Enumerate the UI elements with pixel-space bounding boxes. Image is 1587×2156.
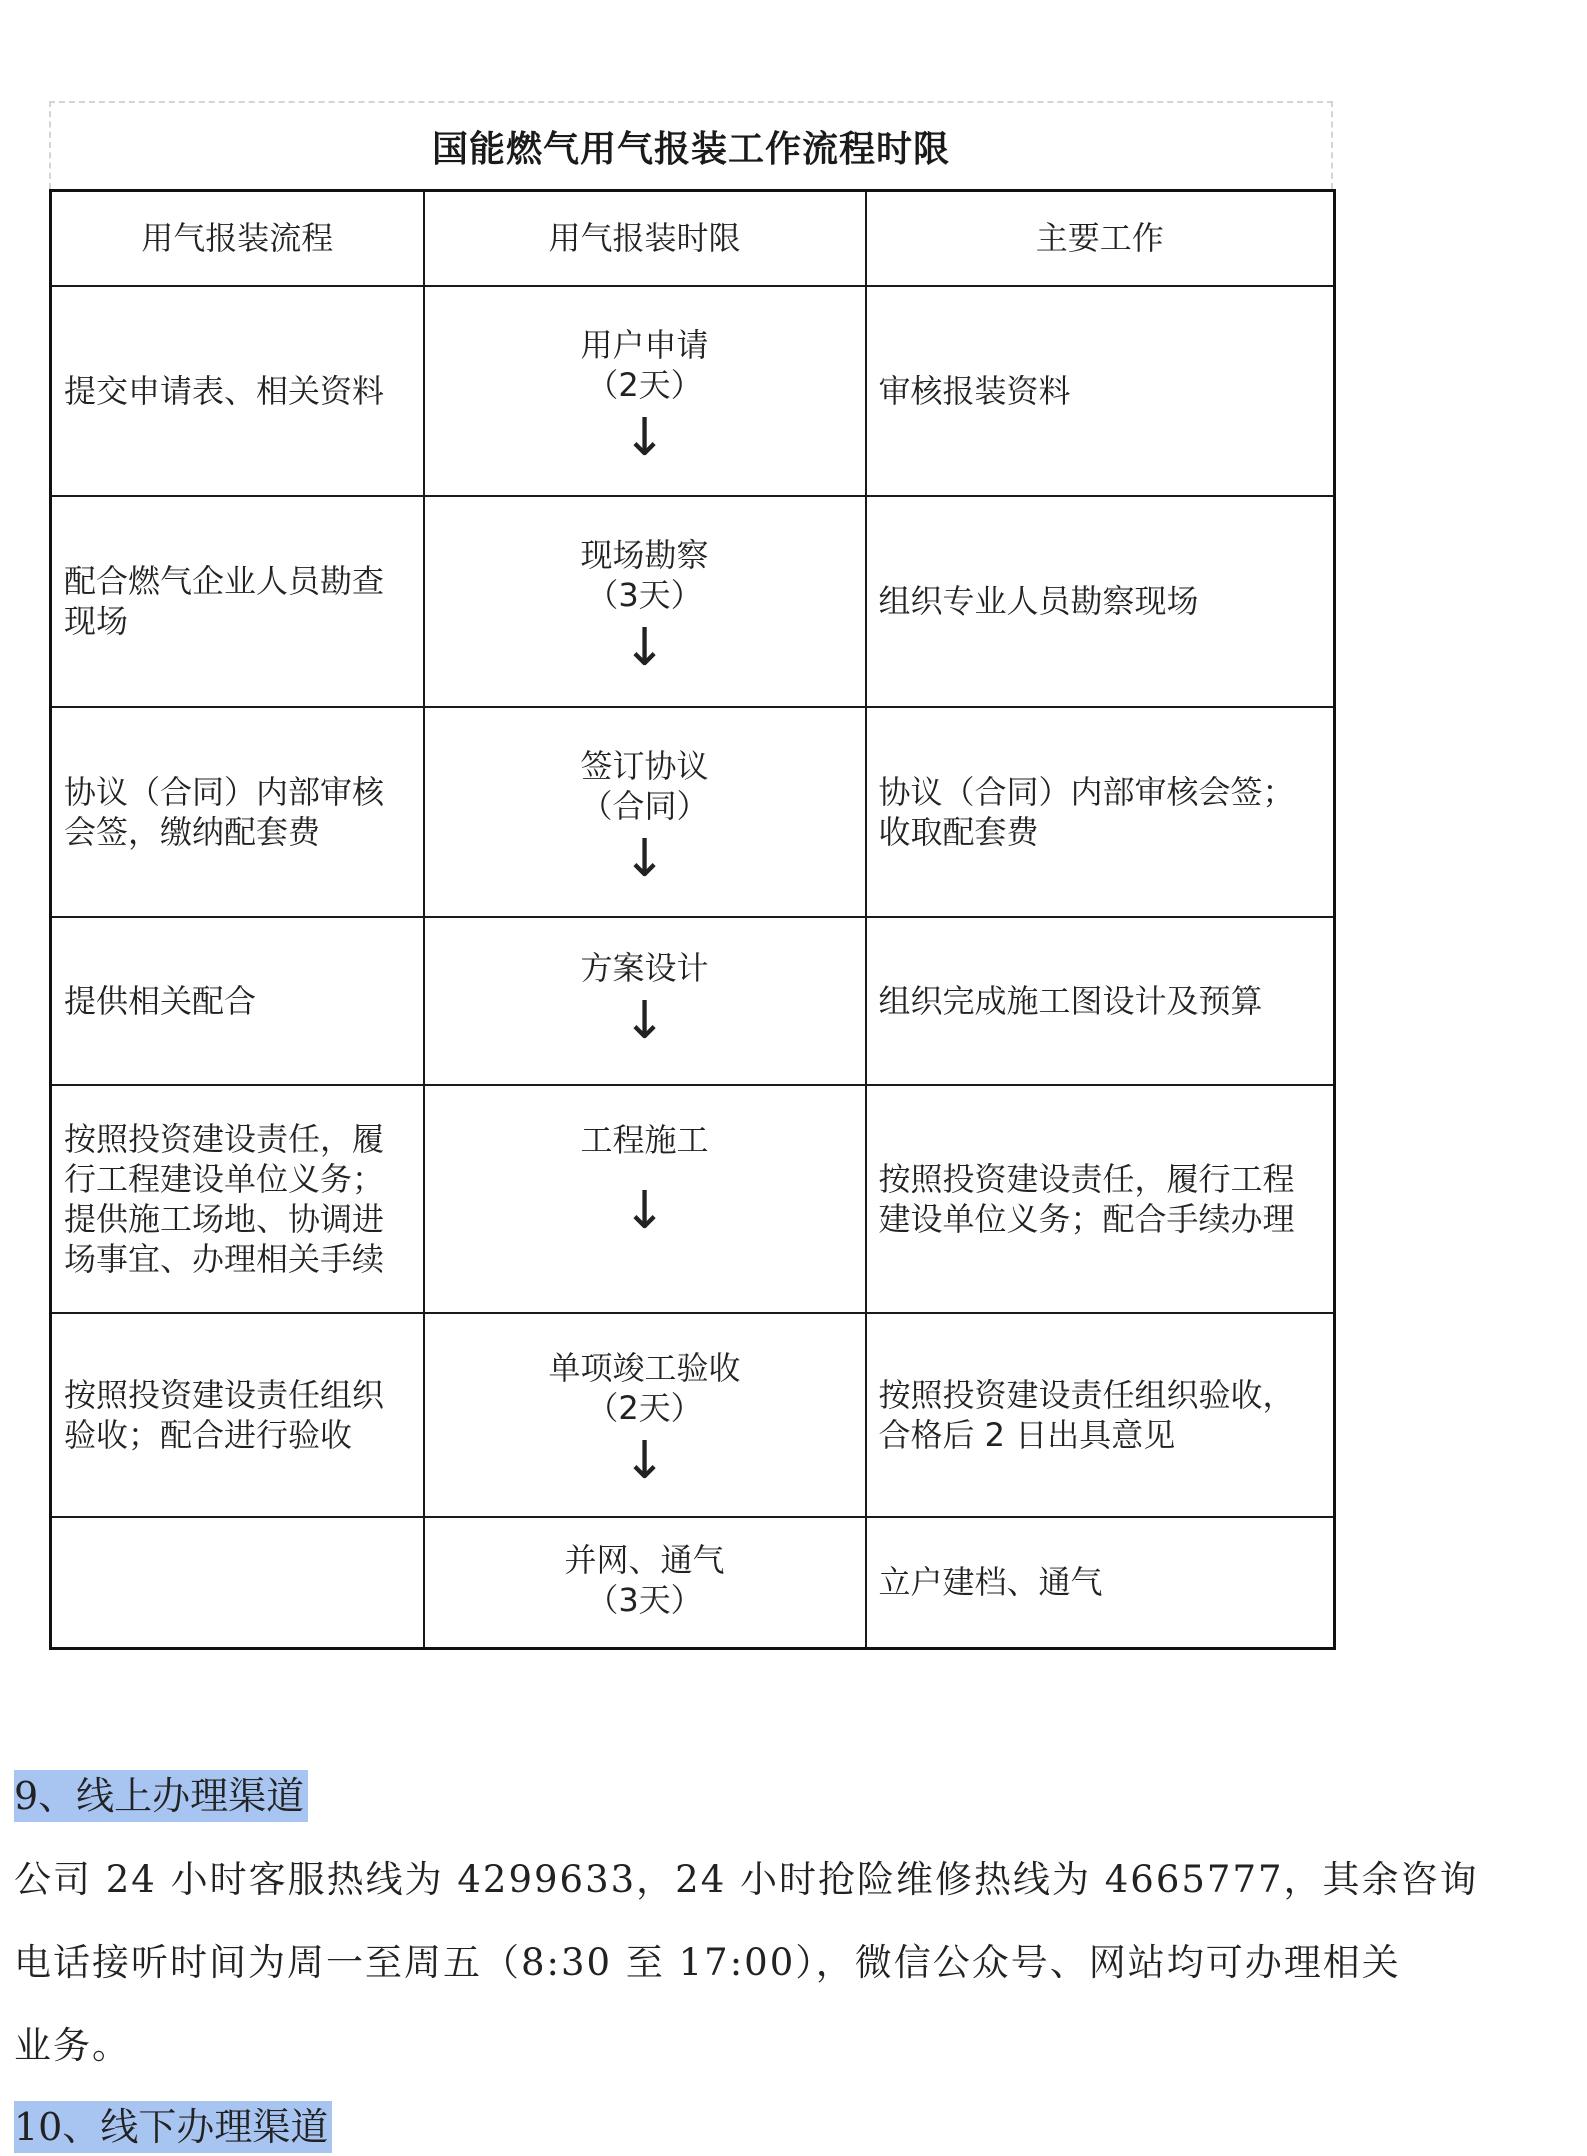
user-action-cell: 按照投资建设责任，履行工程建设单位义务；提供施工场地、协调进场事宜、办理相关手续 [51,1085,424,1313]
stage-days: （3天） [586,1580,703,1619]
online-channel-text-line-2: 电话接听时间为周一至周五（8:30 至 17:00），微信公众号、网站均可办理相关 [14,1941,1401,1984]
stage-cell [424,286,866,496]
table-row [51,286,1335,496]
table-row [51,1313,1335,1517]
stage-name: 用户申请 [580,325,709,364]
down-arrow-icon: ↓ [622,1180,667,1241]
main-work-cell: 审核报装资料 [866,286,1335,496]
stage-name: 方案设计 [580,948,709,987]
main-work-cell: 按照投资建设责任，履行工程建设单位义务；配合手续办理 [866,1085,1335,1313]
stage-name: 并网、通气 [564,1540,725,1579]
table-header-row [51,191,1335,286]
table-row [51,496,1335,707]
stage-cell [424,707,866,917]
stage-cell [424,1085,866,1313]
user-action-cell: 配合燃气企业人员勘查现场 [51,496,424,707]
table-row [51,917,1335,1085]
stage-cell [424,917,866,1085]
user-action-cell [51,1517,424,1649]
header-process: 用气报装流程 [51,191,424,286]
stage-name: 工程施工 [580,1120,709,1159]
main-work-cell: 协议（合同）内部审核会签；收取配套费 [866,707,1335,917]
main-work-cell: 组织完成施工图设计及预算 [866,917,1335,1085]
table-row [51,1517,1335,1649]
main-work-cell: 立户建档、通气 [866,1517,1335,1649]
user-action-cell: 协议（合同）内部审核会签，缴纳配套费 [51,707,424,917]
table-title: 国能燃气用气报装工作流程时限 [431,127,950,170]
stage-days: （3天） [586,575,703,614]
stage-name: 现场勘察 [580,535,709,574]
table-row [51,1085,1335,1313]
offline-channel-heading: 10、线下办理渠道 [14,2101,332,2153]
workflow-table [49,189,1336,1650]
stage-name: 单项竣工验收 [548,1348,741,1387]
down-arrow-icon: ↓ [622,990,667,1051]
stage-days: （2天） [586,1388,703,1427]
header-main-work: 主要工作 [866,191,1335,286]
stage-cell [424,1313,866,1517]
user-action-cell: 提交申请表、相关资料 [51,286,424,496]
stage-cell [424,496,866,707]
online-channel-text-line-3: 业务。 [14,2024,131,2067]
workflow-table-container [49,101,1333,1650]
stage-name: 签订协议 [580,746,709,785]
stage-days: （合同） [580,786,709,825]
down-arrow-icon: ↓ [622,828,667,889]
down-arrow-icon: ↓ [622,407,667,468]
main-work-cell: 组织专业人员勘察现场 [866,496,1335,707]
user-action-cell: 按照投资建设责任组织验收；配合进行验收 [51,1313,424,1517]
main-work-cell: 按照投资建设责任组织验收，合格后 2 日出具意见 [866,1313,1335,1517]
table-row [51,707,1335,917]
stage-days: （2天） [586,365,703,404]
online-channel-heading: 9、线上办理渠道 [14,1770,308,1822]
online-channel-text-line-1: 公司 24 小时客服热线为 4299633，24 小时抢险维修热线为 4665777，其余咨询 [14,1858,1479,1901]
down-arrow-icon: ↓ [622,1430,667,1491]
stage-cell [424,1517,866,1649]
table-title-box [49,101,1333,189]
user-action-cell: 提供相关配合 [51,917,424,1085]
header-time-limit: 用气报装时限 [424,191,866,286]
down-arrow-icon: ↓ [622,617,667,678]
